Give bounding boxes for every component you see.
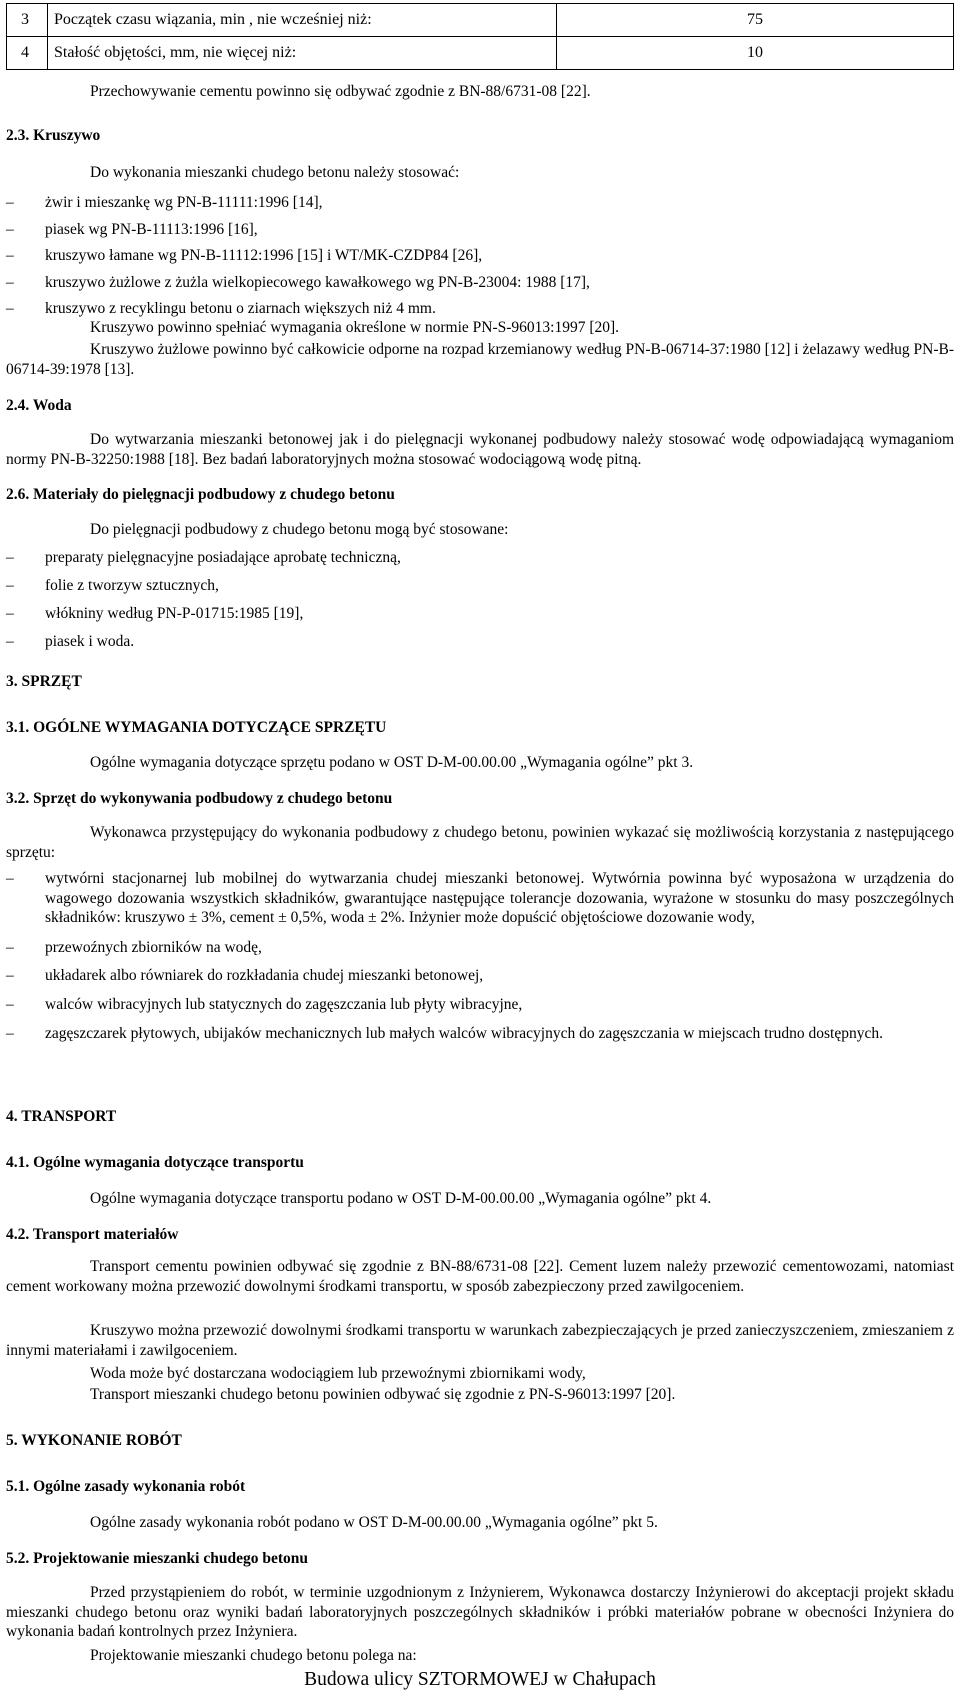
list-item: – zagęszczarek płytowych, ubijaków mechanicznych lub małych walców wibracyjnych do zagęszczania w miejscach trudno dostępnych. xyxy=(6,1025,883,1043)
row-number: 3 xyxy=(7,4,48,37)
page-footer: Budowa ulicy SZTORMOWEJ w Chałupach xyxy=(304,1669,656,1690)
row-label: Początek czasu wiązania, min , nie wcześniej niż: xyxy=(48,4,557,37)
dash-bullet: – xyxy=(6,273,14,291)
table-row xyxy=(7,37,954,70)
s31-paragraph: Ogólne wymagania dotyczące sprzętu podano w OST D-M-00.00.00 „Wymagania ogólne” pkt 3. xyxy=(90,754,694,771)
storage-note: Przechowywanie cementu powinno się odbywać zgodnie z BN-88/6731-08 [22]. xyxy=(90,83,591,100)
section-heading-3-1: 3.1. OGÓLNE WYMAGANIA DOTYCZĄCE SPRZĘTU xyxy=(6,719,387,736)
s23-list xyxy=(6,190,954,323)
dash-bullet: – xyxy=(6,300,14,317)
s32-paragraph: Wykonawca przystępujący do wykonania podbudowy z chudego betonu, powinien wykazać się możliwością korzystania z następującego sprzętu: xyxy=(6,824,954,861)
list-item: – wytwórni stacjonarnej lub mobilnej do wytwarzania chudej mieszanki betonowej. Wytwórnia powinna być wyposażona w urządzenia do wagowego dozowania wszystkich składników, gwarantujące następujące tolerancje dozowania, wyrażone w stosunku do masy poszczególnych składników: kruszywo ± 3%, cement ± 0,5%, woda ± 2%. Inżynier może dopuścić objętościowe dozowanie wody, xyxy=(6,870,954,927)
list-item: – kruszywo z recyklingu betonu o ziarnach większych niż 4 mm. xyxy=(6,296,954,323)
section-heading-4-1: 4.1. Ogólne wymagania dotyczące transportu xyxy=(6,1154,304,1171)
table-row xyxy=(7,4,954,37)
list-item: – żwir i mieszankę wg PN-B-11111:1996 [14], xyxy=(6,190,954,217)
s23-paragraph-1: Kruszywo powinno spełniać wymagania określone w normie PN-S-96013:1997 [20]. xyxy=(90,319,620,336)
s41-paragraph: Ogólne wymagania dotyczące transportu podano w OST D-M-00.00.00 „Wymagania ogólne” pkt 4. xyxy=(90,1190,712,1207)
section-heading-3-2: 3.2. Sprzęt do wykonywania podbudowy z chudego betonu xyxy=(6,790,393,807)
dash-bullet: – xyxy=(6,605,14,622)
list-item: – włókniny według PN-P-01715:1985 [19], xyxy=(6,600,954,628)
s42-paragraph-1: Transport cementu powinien odbywać się zgodnie z BN-88/6731-08 [22]. Cement luzem należy przewozić cementowozami, natomiast cement workowany można przewozić dowolnymi środkami transportu, w sposób zabezpieczony przed zawilgoceniem. xyxy=(6,1258,954,1295)
section-heading-3: 3. SPRZĘT xyxy=(6,673,82,690)
dash-bullet: – xyxy=(6,220,14,238)
list-item: – preparaty pielęgnacyjne posiadające aprobatę techniczną, xyxy=(6,544,954,572)
s52-paragraph-1: Przed przystąpieniem do robót, w terminie uzgodnionym z Inżynierem, Wykonawca dostarczy Inżynierowi do akceptacji projekt składu mieszanki chudego betonu oraz wyniki badań laboratoryjnych poszczególnych składników i próbki materiałów pobrane w obecności Inżyniera do wykonania badań kontrolnych przez Inżyniera. xyxy=(6,1584,954,1641)
s26-intro: Do pielęgnacji podbudowy z chudego betonu mogą być stosowane: xyxy=(90,521,509,538)
s42-paragraph-2: Kruszywo można przewozić dowolnymi środkami transportu w warunkach zabezpieczających je przed zanieczyszczeniem, zmieszaniem z innymi materiałami i zawilgoceniem. xyxy=(6,1322,954,1359)
s52-paragraph-2: Projektowanie mieszanki chudego betonu polega na: xyxy=(90,1647,417,1664)
list-item: – walców wibracyjnych lub statycznych do zagęszczania lub płyty wibracyjne, xyxy=(6,995,523,1013)
row-value: 10 xyxy=(557,37,954,70)
list-item: – piasek wg PN-B-11113:1996 [16], xyxy=(6,217,954,244)
dash-bullet: – xyxy=(6,870,14,887)
dash-bullet: – xyxy=(6,967,14,985)
dash-bullet: – xyxy=(6,633,14,650)
section-heading-5-2: 5.2. Projektowanie mieszanki chudego betonu xyxy=(6,1550,308,1567)
section-heading-4-2: 4.2. Transport materiałów xyxy=(6,1226,179,1243)
section-heading-4: 4. TRANSPORT xyxy=(6,1108,117,1125)
s42-paragraph-3: Woda może być dostarczana wodociągiem lub przewoźnymi zbiornikami wody, xyxy=(90,1365,586,1382)
dash-bullet: – xyxy=(6,549,14,566)
s26-list xyxy=(6,544,954,656)
requirements-table xyxy=(6,3,954,70)
dash-bullet: – xyxy=(6,577,14,594)
row-number: 4 xyxy=(7,37,48,70)
list-item: – folie z tworzyw sztucznych, xyxy=(6,572,954,600)
section-heading-5: 5. WYKONANIE ROBÓT xyxy=(6,1432,182,1449)
section-heading-2-6: 2.6. Materiały do pielęgnacji podbudowy z chudego betonu xyxy=(6,486,395,503)
list-item: – kruszywo łamane wg PN-B-11112:1996 [15] i WT/MK-CZDP84 [26], xyxy=(6,243,954,270)
s23-paragraph-2: Kruszywo żużlowe powinno być całkowicie odporne na rozpad krzemianowy według PN-B-06714-37:1980 [12] i żelazawy według PN-B-06714-39:1978 [13]. xyxy=(6,341,954,378)
s24-paragraph: Do wytwarzania mieszanki betonowej jak i do pielęgnacji wykonanej podbudowy należy stosować wodę odpowiadającą wymaganiom normy PN-B-32250:1988 [18]. Bez badań laboratoryjnych można stosować wodociągową wodę pitną. xyxy=(6,431,954,468)
dash-bullet: – xyxy=(6,247,14,264)
list-item: – kruszywo żużlowe z żużla wielkopiecowego kawałkowego wg PN-B-23004: 1988 [17], xyxy=(6,270,954,297)
s32-list xyxy=(6,869,954,1044)
list-item: – przewoźnych zbiorników na wodę, xyxy=(6,938,262,956)
dash-bullet: – xyxy=(6,995,14,1013)
section-heading-2-3: 2.3. Kruszywo xyxy=(6,127,101,144)
row-value: 75 xyxy=(557,4,954,37)
list-item: – układarek albo równiarek do rozkładania chudej mieszanki betonowej, xyxy=(6,967,484,985)
s42-paragraph-4: Transport mieszanki chudego betonu powinien odbywać się zgodnie z PN-S-96013:1997 [20]. xyxy=(90,1386,676,1403)
dash-bullet: – xyxy=(6,194,14,211)
section-heading-2-4: 2.4. Woda xyxy=(6,397,72,414)
row-label: Stałość objętości, mm, nie więcej niż: xyxy=(48,37,557,70)
section-heading-5-1: 5.1. Ogólne zasady wykonania robót xyxy=(6,1478,246,1495)
s23-intro: Do wykonania mieszanki chudego betonu należy stosować: xyxy=(90,164,460,181)
list-item: – piasek i woda. xyxy=(6,628,954,656)
s51-paragraph: Ogólne zasady wykonania robót podano w OST D-M-00.00.00 „Wymagania ogólne” pkt 5. xyxy=(90,1514,658,1531)
dash-bullet: – xyxy=(6,1025,14,1043)
dash-bullet: – xyxy=(6,938,14,956)
